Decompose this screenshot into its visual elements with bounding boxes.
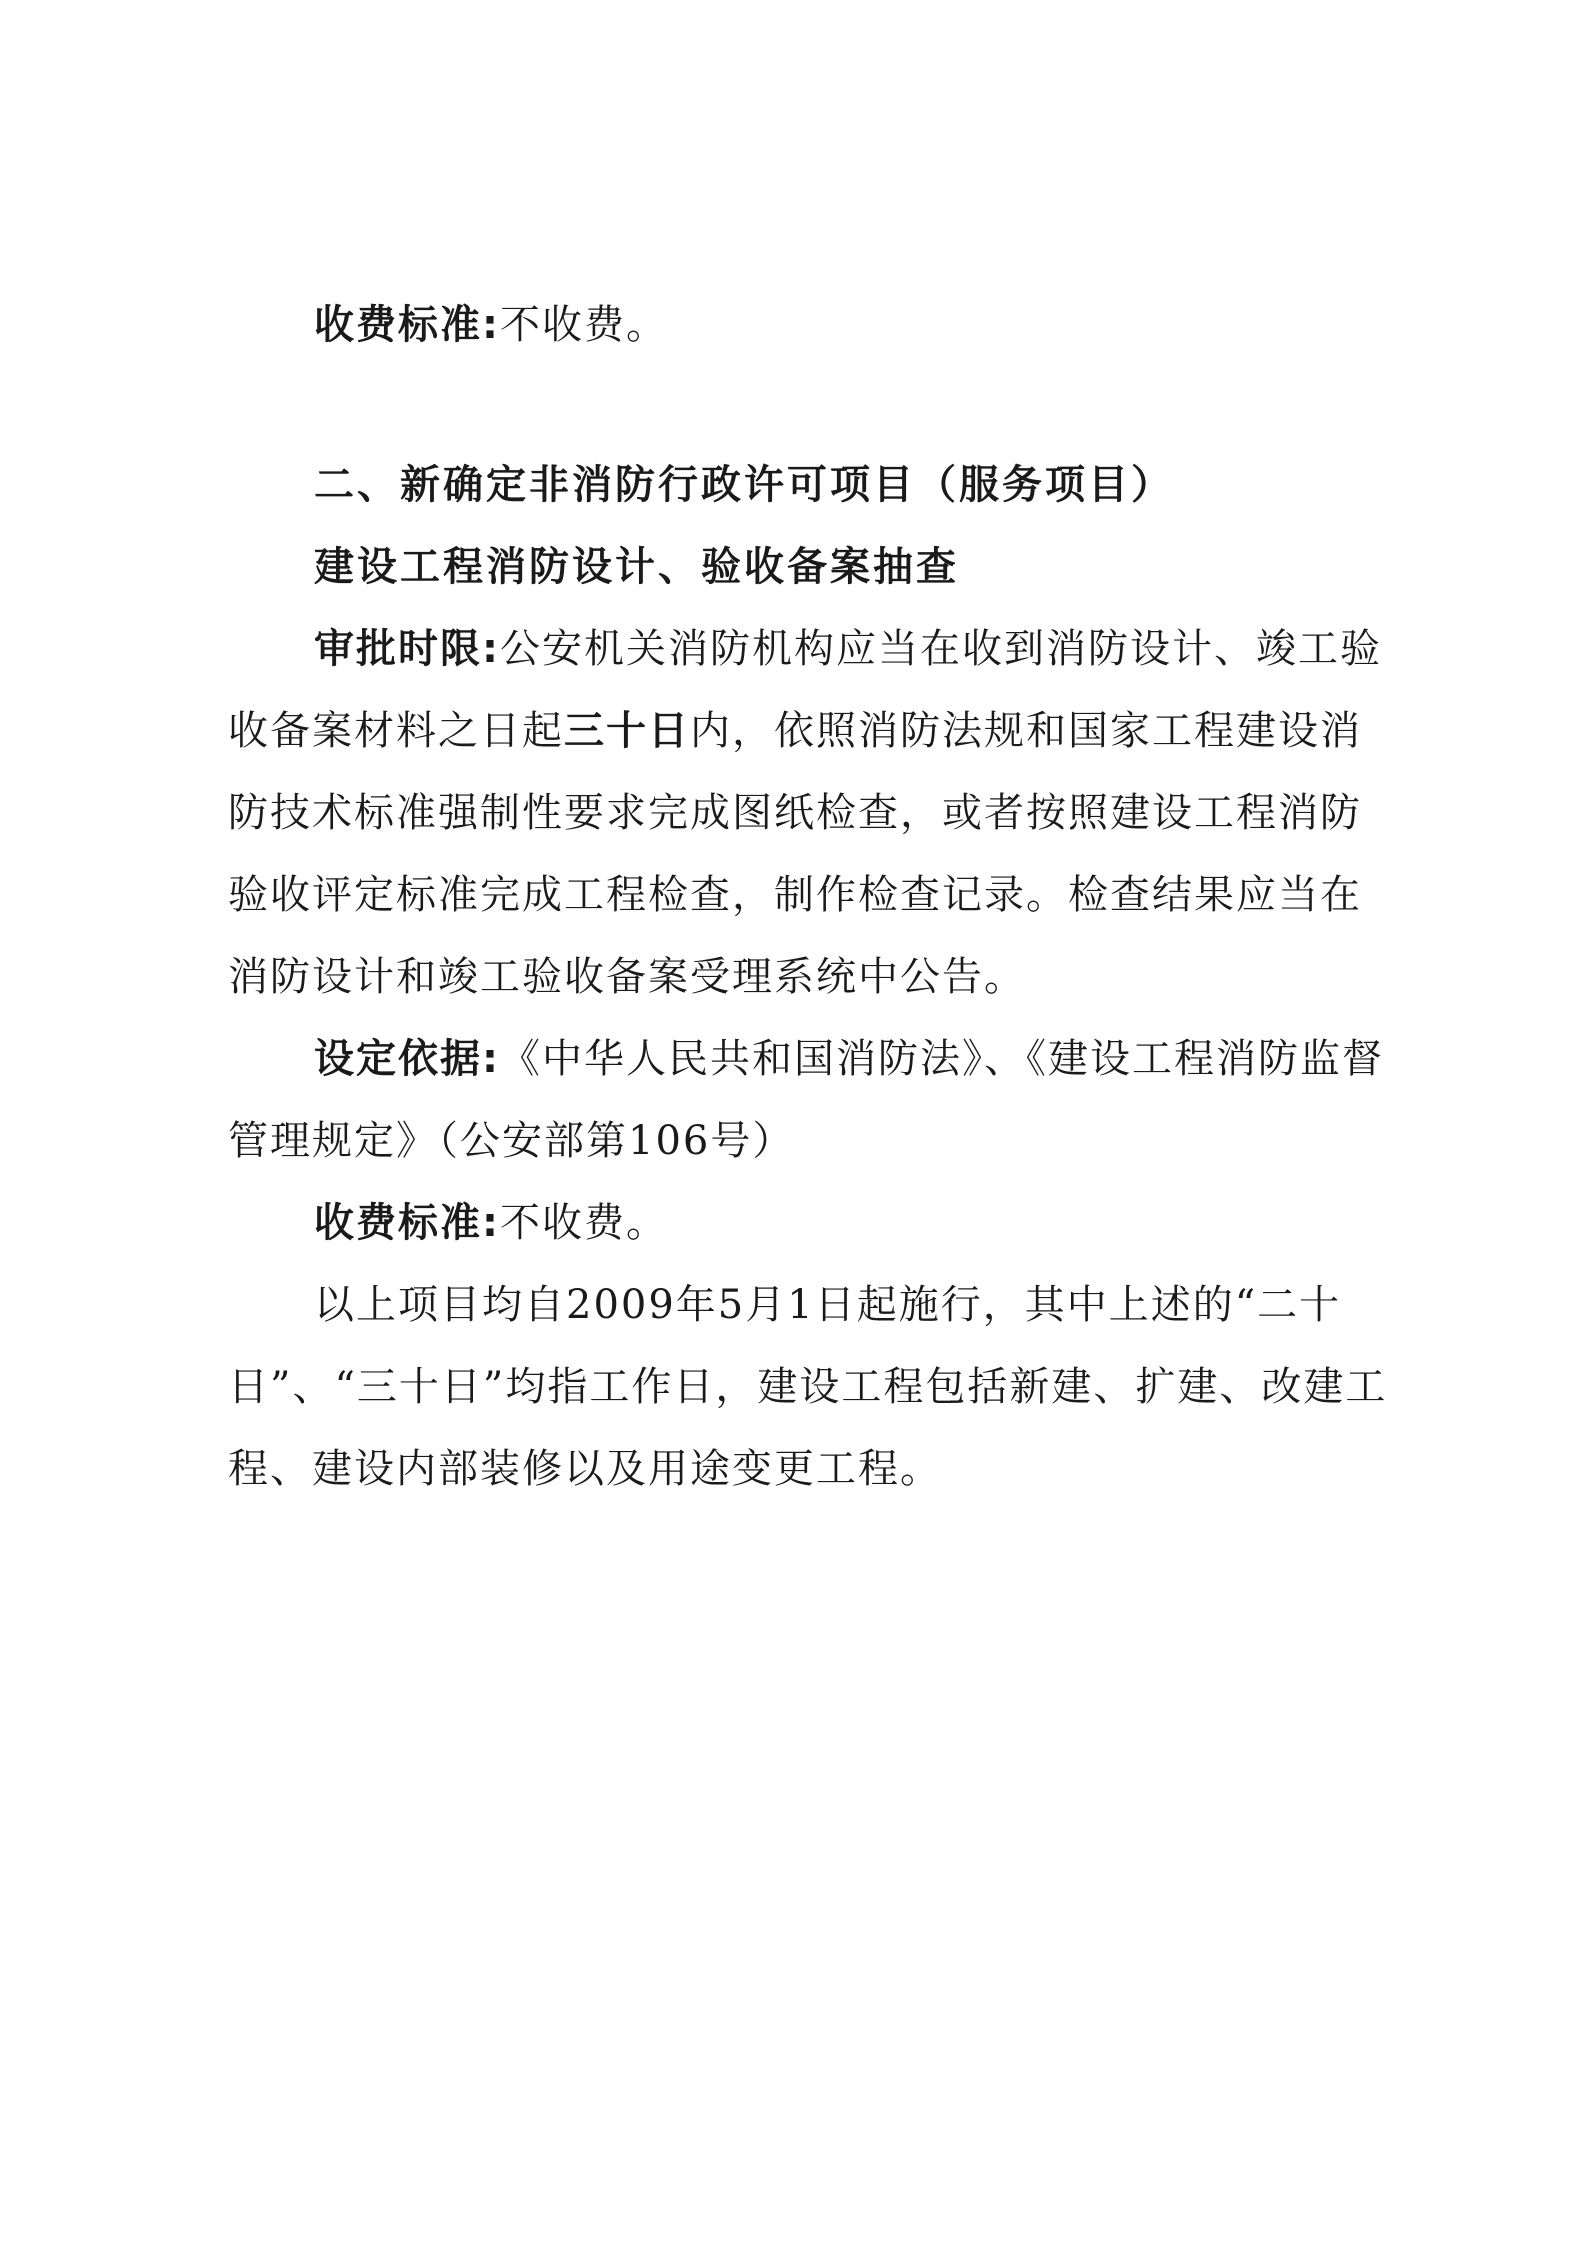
approval-text-emphasis: 三十日	[564, 708, 690, 754]
fee-standard-value-2: 不收费。	[500, 1200, 668, 1246]
fee-standard-line-2	[314, 1182, 1486, 1264]
fee-standard-value: 不收费。	[500, 302, 668, 348]
approval-text-a: 公安机关消防机构应当在收到消防设计、竣工验收备案材料之日起	[228, 626, 1382, 754]
fee-standard-label: 收费标准:	[314, 302, 500, 348]
legal-basis-paragraph	[228, 1018, 1400, 1182]
fee-standard-line-1	[314, 284, 1486, 366]
legal-basis-text: 《中华人民共和国消防法》、《建设工程消防监督管理规定》（公安部第106号）	[228, 1036, 1384, 1164]
legal-basis-label: 设定依据:	[314, 1036, 500, 1082]
approval-time-limit-paragraph	[228, 608, 1400, 1018]
closing-paragraph: 以上项目均自2009年5月1日起施行，其中上述的“二十日”、“三十日”均指工作日，建设工程包括新建、扩建、改建工程、建设内部装修以及用途变更工程。	[228, 1282, 1388, 1492]
fee-standard-label-2: 收费标准:	[314, 1200, 500, 1246]
approval-time-limit-label: 审批时限:	[314, 626, 500, 672]
item-title: 建设工程消防设计、验收备案抽查	[314, 544, 959, 590]
section-heading: 二、新确定非消防行政许可项目（服务项目）	[314, 462, 1174, 508]
approval-text-c: 内，依照消防法规和国家工程建设消防技术标准强制性要求完成图纸检查，或者按照建设工程消防验收评定标准完成工程检查，制作检查记录。检查结果应当在消防设计和竣工验收备案受理系统中公告。	[228, 708, 1362, 1000]
